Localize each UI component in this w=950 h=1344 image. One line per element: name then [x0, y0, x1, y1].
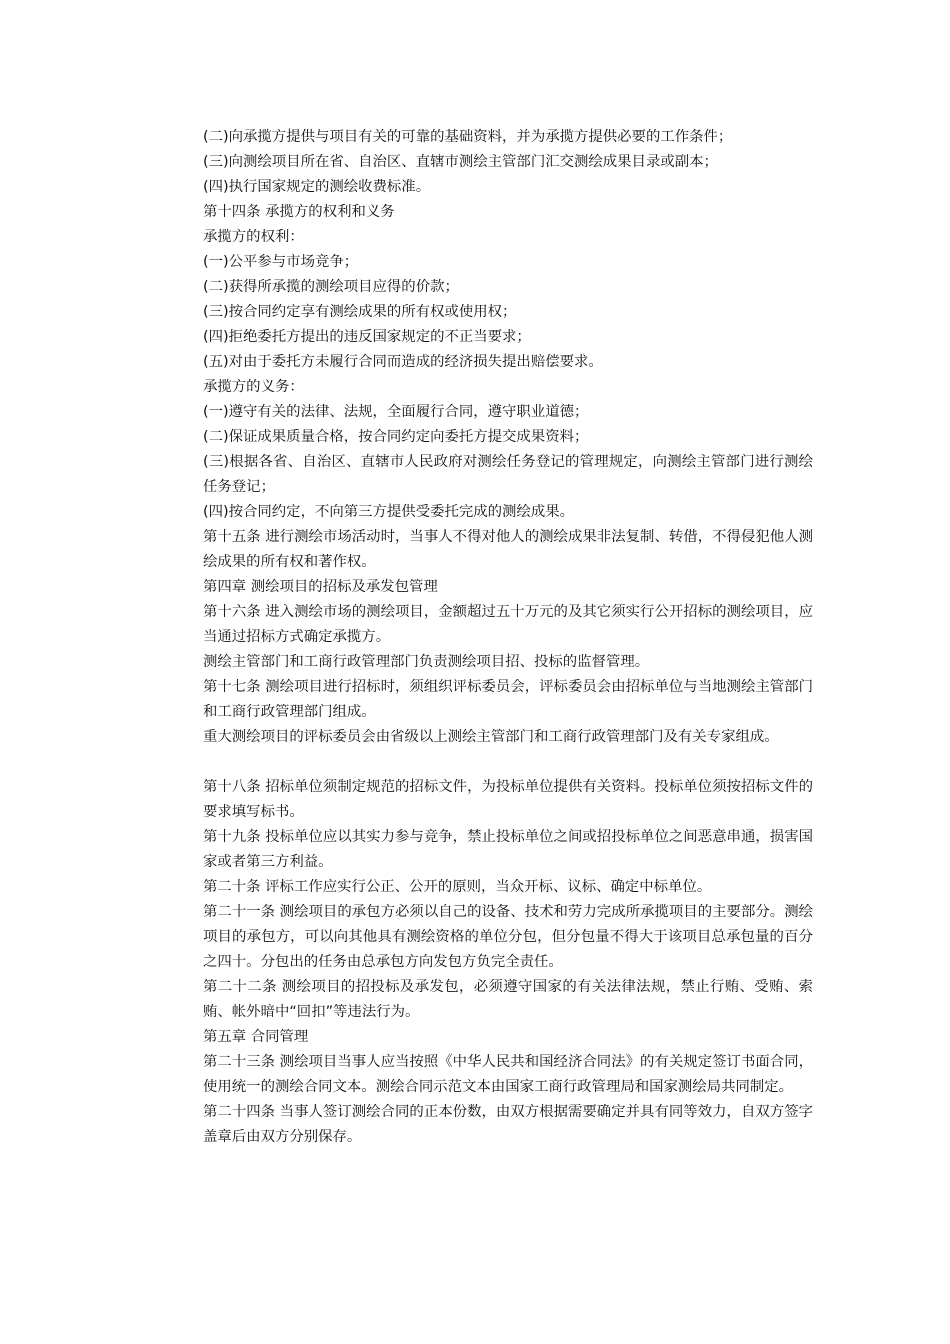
article-20: 第二十条 评标工作应实行公正、公开的原则，当众开标、议标、确定中标单位。: [203, 879, 712, 895]
paragraph-3: (四)执行国家规定的测绘收费标准。: [203, 179, 431, 195]
article-24: 第二十四条 当事人签订测绘合同的正本份数，由双方根据需要确定并具有同等效力，自双方签字盖章后由双方分别保存。: [203, 1104, 813, 1145]
article-15: 第十五条 进行测绘市场活动时，当事人不得对他人的测绘成果非法复制、转借，不得侵犯他人测绘成果的所有权和著作权。: [203, 529, 813, 570]
article-17: 第十七条 测绘项目进行招标时，须组织评标委员会，评标委员会由招标单位与当地测绘主管部门和工商行政管理部门组成。: [203, 679, 813, 720]
duty-item-2: (二)保证成果质量合格，按合同约定向委托方提交成果资料；: [203, 429, 589, 445]
right-item-2: (二)获得所承揽的测绘项目应得的价款；: [203, 279, 459, 295]
chapter-4-heading: 第四章 测绘项目的招标及承发包管理: [203, 579, 438, 595]
article-23: 第二十三条 测绘项目当事人应当按照《中华人民共和国经济合同法》的有关规定签订书面合同，使用统一的测绘合同文本。测绘合同示范文本由国家工商行政管理局和国家测绘局共同制定。: [203, 1054, 813, 1095]
article-16-supervision: 测绘主管部门和工商行政管理部门负责测绘项目招、投标的监督管理。: [203, 654, 650, 670]
contractor-duties-heading: 承揽方的义务：: [203, 379, 304, 395]
article-18: 第十八条 招标单位须制定规范的招标文件，为投标单位提供有关资料。投标单位须按招标文件的要求填写标书。: [203, 779, 813, 820]
right-item-3: (三)按合同约定享有测绘成果的所有权或使用权；: [203, 304, 517, 320]
article-22: 第二十二条 测绘项目的招投标及承发包，必须遵守国家的有关法律法规，禁止行贿、受贿、索贿、帐外暗中“回扣”等违法行为。: [203, 979, 813, 1020]
right-item-1: (一)公平参与市场竞争；: [203, 254, 359, 270]
paragraph-2: (三)向测绘项目所在省、自治区、直辖市测绘主管部门汇交测绘成果目录或副本；: [203, 154, 718, 170]
contractor-rights-heading: 承揽方的权利：: [203, 229, 304, 245]
paragraph-1: (二)向承揽方提供与项目有关的可靠的基础资料，并为承揽方提供必要的工作条件；: [203, 129, 733, 145]
article-21: 第二十一条 测绘项目的承包方必须以自己的设备、技术和劳力完成所承揽项目的主要部分。测绘项目的承包方，可以向其他具有测绘资格的单位分包，但分包量不得大于该项目总承包量的百分之四十。分包出的任务由总承包方向发包方负完全责任。: [203, 904, 813, 970]
document-page: [203, 125, 813, 1150]
paragraph-spacer: [203, 750, 813, 775]
right-item-5: (五)对由于委托方未履行合同而造成的经济损失提出赔偿要求。: [203, 354, 603, 370]
duty-item-4: (四)按合同约定，不向第三方提供受委托完成的测绘成果。: [203, 504, 574, 520]
article-14-heading: 第十四条 承揽方的权利和义务: [203, 204, 395, 220]
article-16: 第十六条 进入测绘市场的测绘项目，金额超过五十万元的及其它须实行公开招标的测绘项目，应当通过招标方式确定承揽方。: [203, 604, 813, 645]
duty-item-1: (一)遵守有关的法律、法规，全面履行合同，遵守职业道德；: [203, 404, 589, 420]
article-19: 第十九条 投标单位应以其实力参与竞争，禁止投标单位之间或招投标单位之间恶意串通，损害国家或者第三方利益。: [203, 829, 813, 870]
article-17-major-projects: 重大测绘项目的评标委员会由省级以上测绘主管部门和工商行政管理部门及有关专家组成。: [203, 729, 779, 745]
right-item-4: (四)拒绝委托方提出的违反国家规定的不正当要求；: [203, 329, 531, 345]
duty-item-3: (三)根据各省、自治区、直辖市人民政府对测绘任务登记的管理规定，向测绘主管部门进行测绘任务登记；: [203, 454, 813, 495]
chapter-5-heading: 第五章 合同管理: [203, 1029, 309, 1045]
